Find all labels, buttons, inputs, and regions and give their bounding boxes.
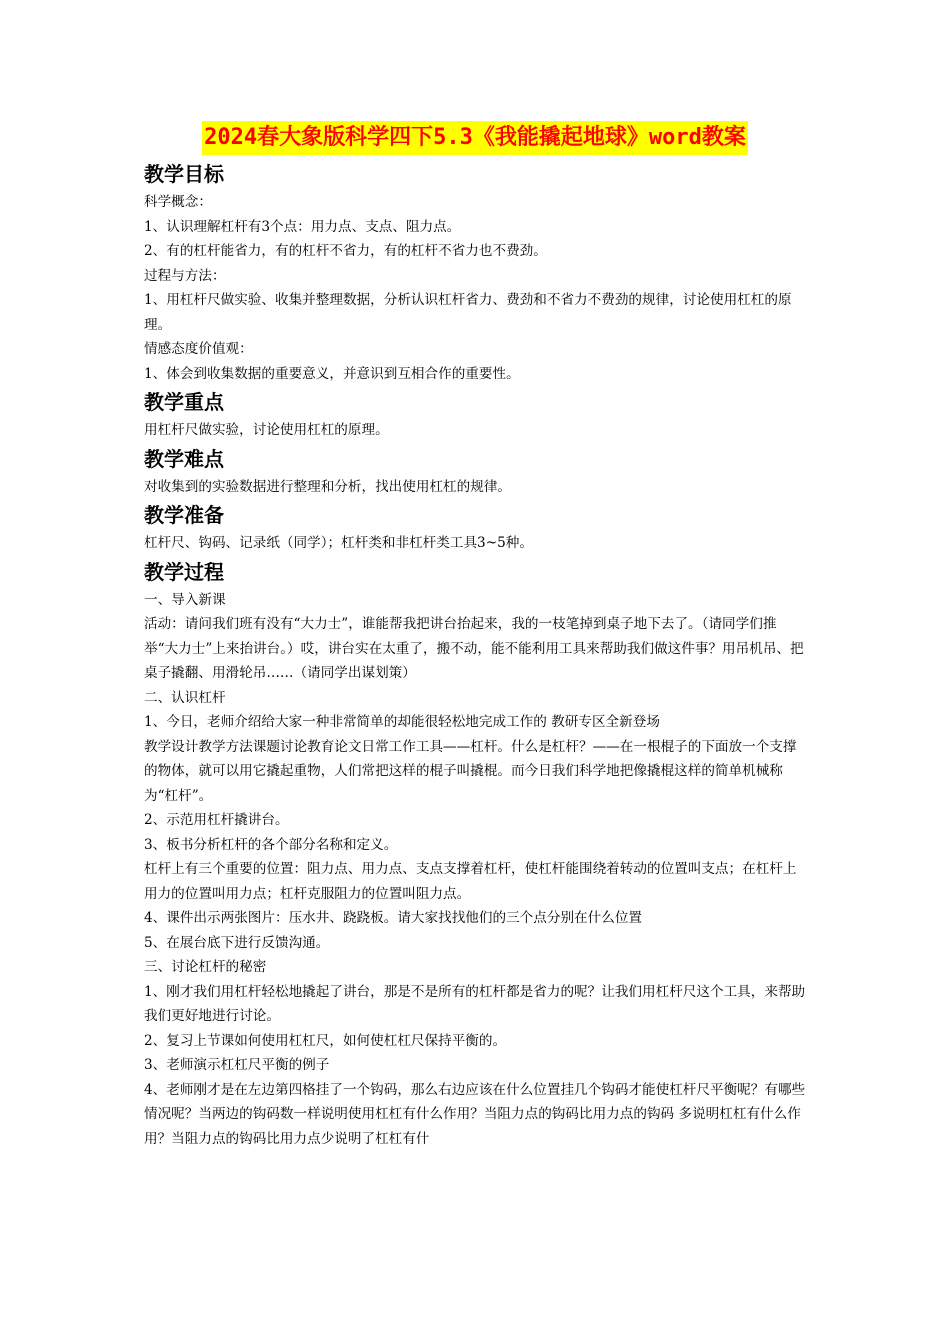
paragraph: 杠杆尺、钩码、记录纸（同学）；杠杆类和非杠杆类工具3~5种。 <box>144 535 533 551</box>
paragraph: 4、课件出示两张图片：压水井、跷跷板。请大家找找他们的三个点分别在什么位置 <box>144 910 643 926</box>
paragraph: 科学概念： <box>144 194 212 210</box>
paragraph: 2、示范用杠杆撬讲台。 <box>144 812 289 828</box>
paragraph: 对收集到的实验数据进行整理和分析，找出使用杠杠的规律。 <box>144 478 512 495</box>
paragraph: 1、用杠杆尺做实验、收集并整理数据，分析认识杠杆省力、费劲和不省力不费劲的规律，讨论使用杠杠的原理。 <box>144 292 792 333</box>
paragraph: 3、老师演示杠杠尺平衡的例子 <box>144 1057 330 1073</box>
paragraph: 活动：请问我们班有没有“大力士”，谁能帮我把讲台抬起来，我的一枝笔掉到桌子地下去了。（请同学们推举“大力士”上来抬讲台。）哎，讲台实在太重了，搬不动，能不能利用工具来帮助我们做这件事？用吊机吊、把桌子撬翻、用滑轮吊……（请同学出谋划策） <box>144 616 804 681</box>
paragraph: 过程与方法： <box>144 267 226 284</box>
paragraph: 用杠杆尺做实验，讨论使用杠杠的原理。 <box>144 422 389 438</box>
paragraph: 4、老师刚才是在左边第四格挂了一个钩码，那么右边应该在什么位置挂几个钩码才能使杠杆尺平衡呢？有哪些情况呢？当两边的钩码数一样说明使用杠杠有什么作用？当阻力点的钩码比用力点的钩码 多说明杠杠有什么作用？当阻力点的钩码比用力点少说明了杠杠有什 <box>144 1081 806 1147</box>
document-title: 2024春大象版科学四下5.3《我能撬起地球》word教案 <box>202 121 748 155</box>
paragraph: 1、认识理解杠杆有3个点：用力点、支点、阻力点。 <box>144 218 461 235</box>
paragraph: 5、在展台底下进行反馈沟通。 <box>144 934 330 951</box>
paragraph: 2、复习上节课如何使用杠杠尺，如何使杠杠尺保持平衡的。 <box>144 1032 507 1049</box>
section-heading-key-points: 教学重点 <box>144 390 224 414</box>
section-heading-process: 教学过程 <box>144 559 224 584</box>
section-heading-preparation: 教学准备 <box>144 503 224 527</box>
paragraph: 二、认识杠杆 <box>144 689 226 706</box>
paragraph: 情感态度价值观： <box>144 341 253 357</box>
document-body <box>144 158 808 1151</box>
paragraph: 一、导入新课 <box>144 591 226 608</box>
paragraph: 1、体会到收集数据的重要意义，并意识到互相合作的重要性。 <box>144 365 520 382</box>
paragraph: 1、刚才我们用杠杆轻松地撬起了讲台，那是不是所有的杠杆都是省力的呢？让我们用杠杆尺这个工具，来帮助我们更好地进行讨论。 <box>144 983 806 1024</box>
paragraph: 杠杆上有三个重要的位置：阻力点、用力点、支点支撑着杠杆，使杠杆能围绕着转动的位置叫支点；在杠杆上用力的位置叫用力点；杠杆克服阻力的位置叫阻力点。 <box>144 861 797 902</box>
paragraph: 3、板书分析杠杆的各个部分名称和定义。 <box>144 836 398 853</box>
paragraph: 1、今日，老师介绍给大家一种非常简单的却能很轻松地完成工作的 教研专区全新登场 教学设计教学方法课题讨论教育论文日常工作工具——杠杆。什么是杠杆？——在一根棍子的下面放一个支撑的物体，就可以用它撬起重物，人们常把这样的棍子叫撬棍。而今日我们科学地把像撬棍这样的简单机械称为“杠杆”。 <box>144 714 797 804</box>
title-wrap <box>0 121 950 155</box>
section-heading-difficulties: 教学难点 <box>144 446 224 471</box>
section-heading-objectives: 教学目标 <box>144 162 224 186</box>
paragraph: 三、讨论杠杆的秘密 <box>144 959 267 975</box>
paragraph: 2、有的杠杆能省力，有的杠杆不省力，有的杠杆不省力也不费劲。 <box>144 243 547 259</box>
